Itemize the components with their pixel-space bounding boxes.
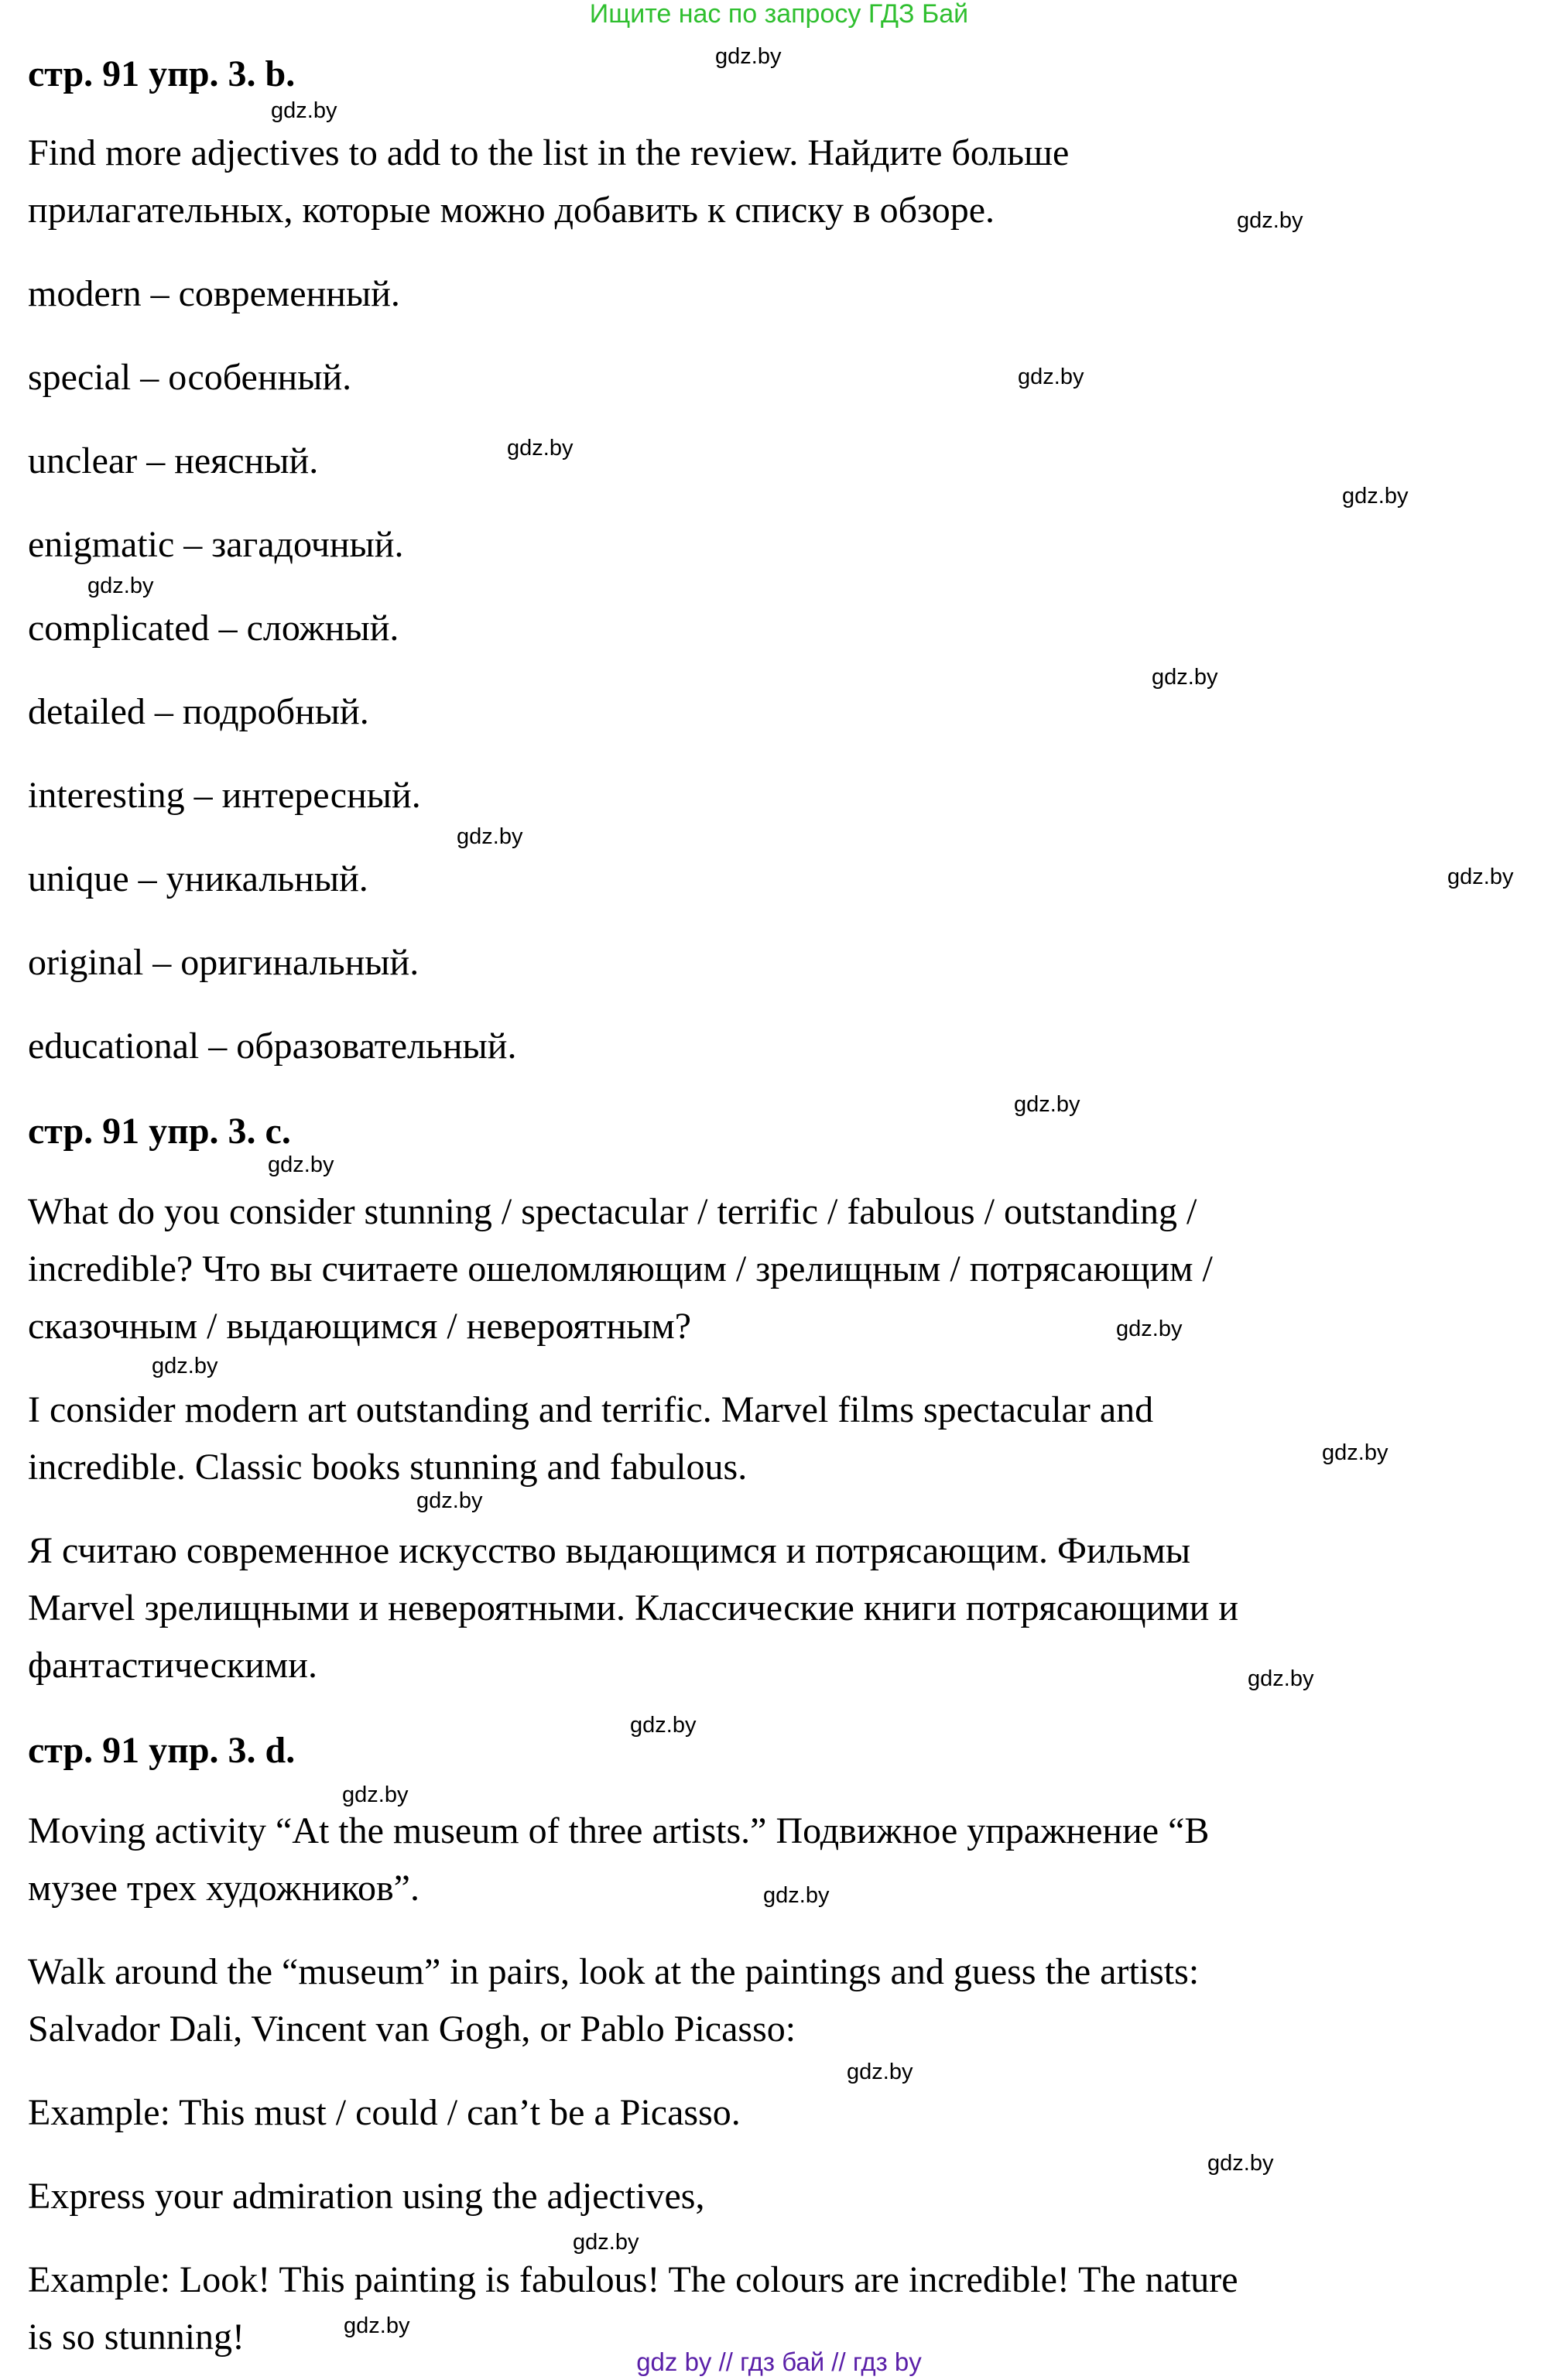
watermark: gdz.by bbox=[344, 2313, 410, 2338]
section-d-body-line-3: Example: This must / could / can’t be a Picasso. bbox=[28, 2092, 741, 2133]
adjective-item: unique – уникальный. bbox=[28, 858, 368, 899]
adjective-item: modern – современный. bbox=[28, 273, 400, 314]
section-d-body-line-5: Example: Look! This painting is fabulous! The colours are incredible! The nature bbox=[28, 2259, 1238, 2300]
watermark: gdz.by bbox=[87, 574, 154, 598]
search-banner[interactable]: Ищите нас по запросу ГДЗ Бай bbox=[589, 0, 969, 29]
adjective-item: original – оригинальный. bbox=[28, 942, 419, 983]
watermark: gdz.by bbox=[1342, 484, 1409, 509]
watermark: gdz.by bbox=[630, 1713, 697, 1738]
section-c-translation-line-1: Я считаю современное искусство выдающимся и потрясающим. Фильмы bbox=[28, 1530, 1191, 1571]
section-d-prompt-line-2: музее трех художников”. bbox=[28, 1868, 419, 1909]
adjective-item: enigmatic – загадочный. bbox=[28, 524, 404, 565]
section-c-prompt-line-2: incredible? Что вы считаете ошеломляющим / зрелищным / потрясающим / bbox=[28, 1248, 1213, 1289]
watermark: gdz.by bbox=[1152, 665, 1218, 690]
watermark: gdz.by bbox=[342, 1782, 409, 1807]
section-d-body-line-4: Express your admiration using the adjectives, bbox=[28, 2176, 705, 2217]
section-d-prompt-line-1: Moving activity “At the museum of three artists.” Подвижное упражнение “В bbox=[28, 1810, 1210, 1851]
section-c-translation-line-3: фантастическими. bbox=[28, 1645, 317, 1686]
adjective-item: educational – образовательный. bbox=[28, 1026, 517, 1067]
watermark: gdz.by bbox=[763, 1883, 830, 1908]
adjective-item: complicated – сложный. bbox=[28, 608, 399, 649]
watermark: gdz.by bbox=[507, 436, 574, 461]
section-c-prompt-line-1: What do you consider stunning / spectacular / terrific / fabulous / outstanding / bbox=[28, 1191, 1197, 1232]
section-d-body-line-2: Salvador Dali, Vincent van Gogh, or Pablo Picasso: bbox=[28, 2008, 796, 2050]
section-b-prompt-line-1: Find more adjectives to add to the list in the review. Найдите больше bbox=[28, 132, 1070, 173]
watermark: gdz.by bbox=[1014, 1092, 1080, 1117]
adjective-item: interesting – интересный. bbox=[28, 775, 421, 816]
adjective-item: special – особенный. bbox=[28, 357, 352, 398]
footer-links[interactable]: gdz by // гдз бай // гдз by bbox=[636, 2347, 922, 2376]
watermark: gdz.by bbox=[1116, 1317, 1183, 1341]
adjective-item: detailed – подробный. bbox=[28, 691, 369, 732]
watermark: gdz.by bbox=[152, 1354, 218, 1378]
section-d-body-line-1: Walk around the “museum” in pairs, look at the paintings and guess the artists: bbox=[28, 1951, 1200, 1992]
watermark: gdz.by bbox=[1447, 865, 1514, 889]
watermark: gdz.by bbox=[1322, 1440, 1389, 1465]
watermark: gdz.by bbox=[416, 1488, 483, 1513]
section-d-body-line-6: is so stunning! bbox=[28, 2317, 245, 2358]
section-c-answer-line-1: I consider modern art outstanding and terrific. Marvel films spectacular and bbox=[28, 1389, 1154, 1430]
watermark: gdz.by bbox=[268, 1152, 334, 1177]
watermark: gdz.by bbox=[847, 2060, 913, 2084]
section-c-translation-line-2: Marvel зрелищными и невероятными. Классические книги потрясающими и bbox=[28, 1587, 1239, 1628]
watermark: gdz.by bbox=[271, 98, 337, 123]
section-b-prompt-line-2: прилагательных, которые можно добавить к списку в обзоре. bbox=[28, 190, 995, 231]
watermark: gdz.by bbox=[1018, 365, 1084, 389]
watermark: gdz.by bbox=[573, 2230, 639, 2255]
section-c-prompt-line-3: сказочным / выдающимся / невероятным? bbox=[28, 1306, 692, 1347]
section-heading-d: стр. 91 упр. 3. d. bbox=[28, 1730, 296, 1771]
section-heading-b: стр. 91 упр. 3. b. bbox=[28, 53, 296, 94]
adjective-item: unclear – неясный. bbox=[28, 440, 319, 481]
watermark: gdz.by bbox=[715, 44, 782, 69]
watermark: gdz.by bbox=[1207, 2151, 1274, 2176]
watermark: gdz.by bbox=[457, 824, 523, 849]
section-c-answer-line-2: incredible. Classic books stunning and fabulous. bbox=[28, 1447, 748, 1488]
watermark: gdz.by bbox=[1248, 1666, 1314, 1691]
watermark: gdz.by bbox=[1237, 208, 1303, 233]
section-heading-c: стр. 91 упр. 3. c. bbox=[28, 1111, 291, 1152]
